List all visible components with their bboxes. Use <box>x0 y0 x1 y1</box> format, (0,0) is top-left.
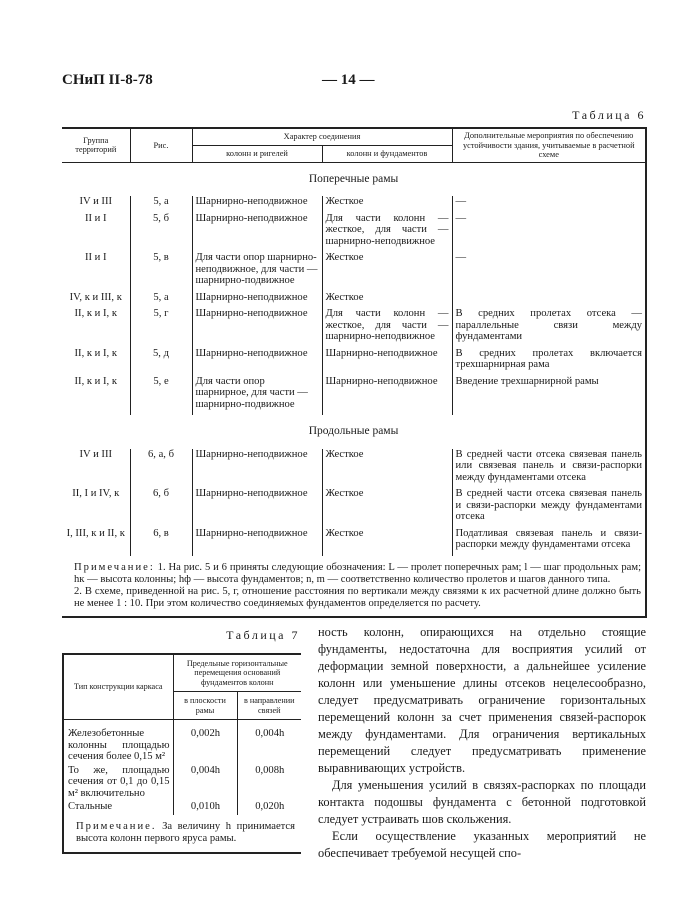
cell-fig: 5, а <box>130 196 192 213</box>
table-row <box>62 252 646 292</box>
cell-group: IV и III <box>79 196 113 207</box>
header-fig: Рис. <box>130 128 192 162</box>
header-in-bracing: в направлении связей <box>237 692 301 720</box>
header-in-plane: в плоскости рамы <box>173 692 237 720</box>
table7 <box>62 653 301 854</box>
cell-in-plane: 0,004h <box>173 765 237 802</box>
note-label: Примечание. <box>76 820 157 832</box>
cell-type: Железобетонные колонны площадью сечения более 0,15 м² <box>68 728 170 762</box>
cell-extra: В средней части отсека связевая панель и связи-распорки между фундаментами отсека <box>452 488 646 528</box>
lower-section <box>62 624 646 862</box>
table-row <box>62 376 646 416</box>
cell-col-rig: Шарнирно-неподвижное <box>192 449 322 489</box>
table6-note <box>62 556 646 617</box>
document-code: СНиП II-8-78 <box>62 72 153 88</box>
cell-group: II и I <box>84 252 107 263</box>
table-row <box>62 348 646 376</box>
table-row <box>63 720 301 765</box>
cell-group: II, к и I, к <box>74 347 117 359</box>
cell-fig: 5, б <box>130 213 192 253</box>
note-1: 1. На рис. 5 и 6 приняты следующие обозначения: L — пролет поперечных рам; l — шаг продольных рам; hк — высота колонны; hф — высота фундаментов; n, m — соответственно количество пролетов и шагов данного типа. <box>74 561 642 585</box>
cell-fig: 5, а <box>130 292 192 309</box>
cell-group: IV и III <box>79 448 113 460</box>
page <box>62 0 646 862</box>
cell-in-bracing: 0,020h <box>237 801 301 815</box>
cell-extra: В средних пролетах отсека — параллельные связи между фундаментами <box>452 308 646 348</box>
cell-col-rig: Шарнирно-неподвижное <box>192 213 322 253</box>
cell-col-fund: Для части колонн — жесткое, для части — шарнирно-неподвижное <box>322 213 452 253</box>
cell-group: II, I и IV, к <box>72 488 120 499</box>
cell-fig: 5, д <box>130 348 192 376</box>
cell-type: Стальные <box>68 801 113 812</box>
cell-fig: 6, в <box>130 528 192 556</box>
cell-col-fund: Жесткое <box>322 252 452 292</box>
cell-group: II, к и I, к <box>74 308 117 319</box>
note-text: За величину h принимается высота колонн первого яруса рамы. <box>76 820 296 844</box>
cell-fig: 6, б <box>130 488 192 528</box>
cell-col-fund: Жесткое <box>322 449 452 489</box>
cell-in-plane: 0,010h <box>173 801 237 815</box>
table7-body <box>63 720 301 815</box>
table6-caption: Таблица 6 <box>572 108 646 122</box>
table7-note <box>63 815 301 853</box>
header-limit: Предельные горизонтальные перемещения оснований фундаментов колонн <box>173 654 301 692</box>
table-row <box>62 308 646 348</box>
header-col-rig: колонн и ригелей <box>192 145 322 162</box>
section-row <box>62 162 646 196</box>
cell-fig: 6, а, б <box>130 449 192 489</box>
cell-col-rig: Для части опор шарнирное, для части — шарнирно-подвижное <box>192 376 322 416</box>
cell-fig: 5, в <box>130 252 192 292</box>
cell-extra: — <box>452 213 646 253</box>
cell-extra: — <box>452 196 646 213</box>
table-row <box>62 213 646 253</box>
note-label: Примечание: <box>74 561 155 573</box>
section-row <box>62 415 646 449</box>
cell-col-fund: Для части колонн — жесткое, для части — шарнирно-неподвижное <box>322 308 452 348</box>
cell-col-rig: Шарнирно-неподвижное <box>192 196 322 213</box>
cell-col-rig: Шарнирно-неподвижное <box>192 292 322 309</box>
table-row <box>62 528 646 556</box>
paragraph: Для уменьшения усилий в связях-распорках по площади контакта подошвы фундамента с бетонной подготовкой следует устраивать шов скольжения. <box>318 777 646 826</box>
page-number: — 14 — <box>322 72 375 88</box>
header-col-fund: колонн и фундаментов <box>322 145 452 162</box>
cell-group: IV, к и III, к <box>69 291 122 303</box>
cell-col-fund: Жесткое <box>322 488 452 528</box>
cell-extra: В средних пролетах включается трехшарнирная рама <box>452 348 646 376</box>
cell-col-rig: Для части опор шарнирно-неподвижное, для части — шарнирно-подвижное <box>192 252 322 292</box>
cell-group: II и I <box>84 212 107 224</box>
cell-in-bracing: 0,008h <box>237 765 301 802</box>
table-row <box>62 488 646 528</box>
cell-group: I, III, к и II, к <box>66 527 125 539</box>
table-row <box>62 292 646 309</box>
cell-extra: Податливая связевая панель и связи-распорки между фундаментами отсека <box>452 528 646 556</box>
section-title: Поперечные рамы <box>308 172 399 185</box>
cell-group: II, к и I, к <box>74 375 117 387</box>
note-2: 2. В схеме, приведенной на рис. 5, г, отношение расстояния по вертикали между связями к их расчетной длине должно быть не менее 1 : 10. При этом количество соединяемых фундаментов определяется по расчету. <box>74 585 642 609</box>
cell-extra: В средней части отсека связевая панель или связевая панель и связи-распорки между фундаментами отсека <box>452 449 646 489</box>
table-row <box>62 449 646 489</box>
cell-col-rig: Шарнирно-неподвижное <box>192 308 322 348</box>
cell-fig: 5, е <box>130 376 192 416</box>
table6 <box>62 127 647 618</box>
cell-extra: Введение трехшарнирной рамы <box>452 376 646 416</box>
paragraph: Если осуществление указанных мероприятий не обеспечивает требуемой несущей спо- <box>318 828 646 860</box>
header-connection: Характер соединения <box>192 128 452 145</box>
cell-col-rig: Шарнирно-неподвижное <box>192 348 322 376</box>
page-header <box>62 72 646 96</box>
table-row <box>63 765 301 802</box>
cell-extra <box>452 292 646 309</box>
table7-caption: Таблица 7 <box>226 627 300 642</box>
table-row <box>62 196 646 213</box>
cell-col-rig: Шарнирно-неподвижное <box>192 528 322 556</box>
cell-fig: 5, г <box>130 308 192 348</box>
cell-col-fund: Жесткое <box>322 196 452 213</box>
cell-col-fund: Жесткое <box>322 292 452 309</box>
cell-in-bracing: 0,004h <box>237 720 301 765</box>
cell-extra: — <box>452 252 646 292</box>
table6-body <box>62 162 646 556</box>
table7-block <box>62 624 300 862</box>
cell-in-plane: 0,002h <box>173 720 237 765</box>
body-text <box>318 624 646 862</box>
paragraph: ность колонн, опирающихся на отдельно стоящие фундаменты, недостаточна для восприятия усилий от деформации земной поверхности, а дальнейшее усиление колонн или уменьшение длины отсеков нецелесообразно, следует предусматривать ограничение горизонтальных перемещений колонн за счет применения связей-распорок между фундаментами. Для ограничения вертикальных перемещений следует предусматривать применение выравнивающих устройств. <box>318 624 646 775</box>
cell-col-fund: Жесткое <box>322 528 452 556</box>
cell-col-fund: Шарнирно-неподвижное <box>322 376 452 416</box>
cell-col-rig: Шарнирно-неподвижное <box>192 488 322 528</box>
header-extra: Дополнительные мероприятия по обеспечению устойчивости здания, учитываемые в расчетной схеме <box>452 128 646 162</box>
table-row <box>63 801 301 815</box>
cell-type: То же, площадью сечения от 0,1 до 0,15 м² включительно <box>68 764 170 799</box>
header-type: Тип конструкции каркаса <box>63 654 173 720</box>
header-group: Группа территорий <box>62 128 130 162</box>
cell-col-fund: Шарнирно-неподвижное <box>322 348 452 376</box>
section-title: Продольные рамы <box>308 425 399 437</box>
